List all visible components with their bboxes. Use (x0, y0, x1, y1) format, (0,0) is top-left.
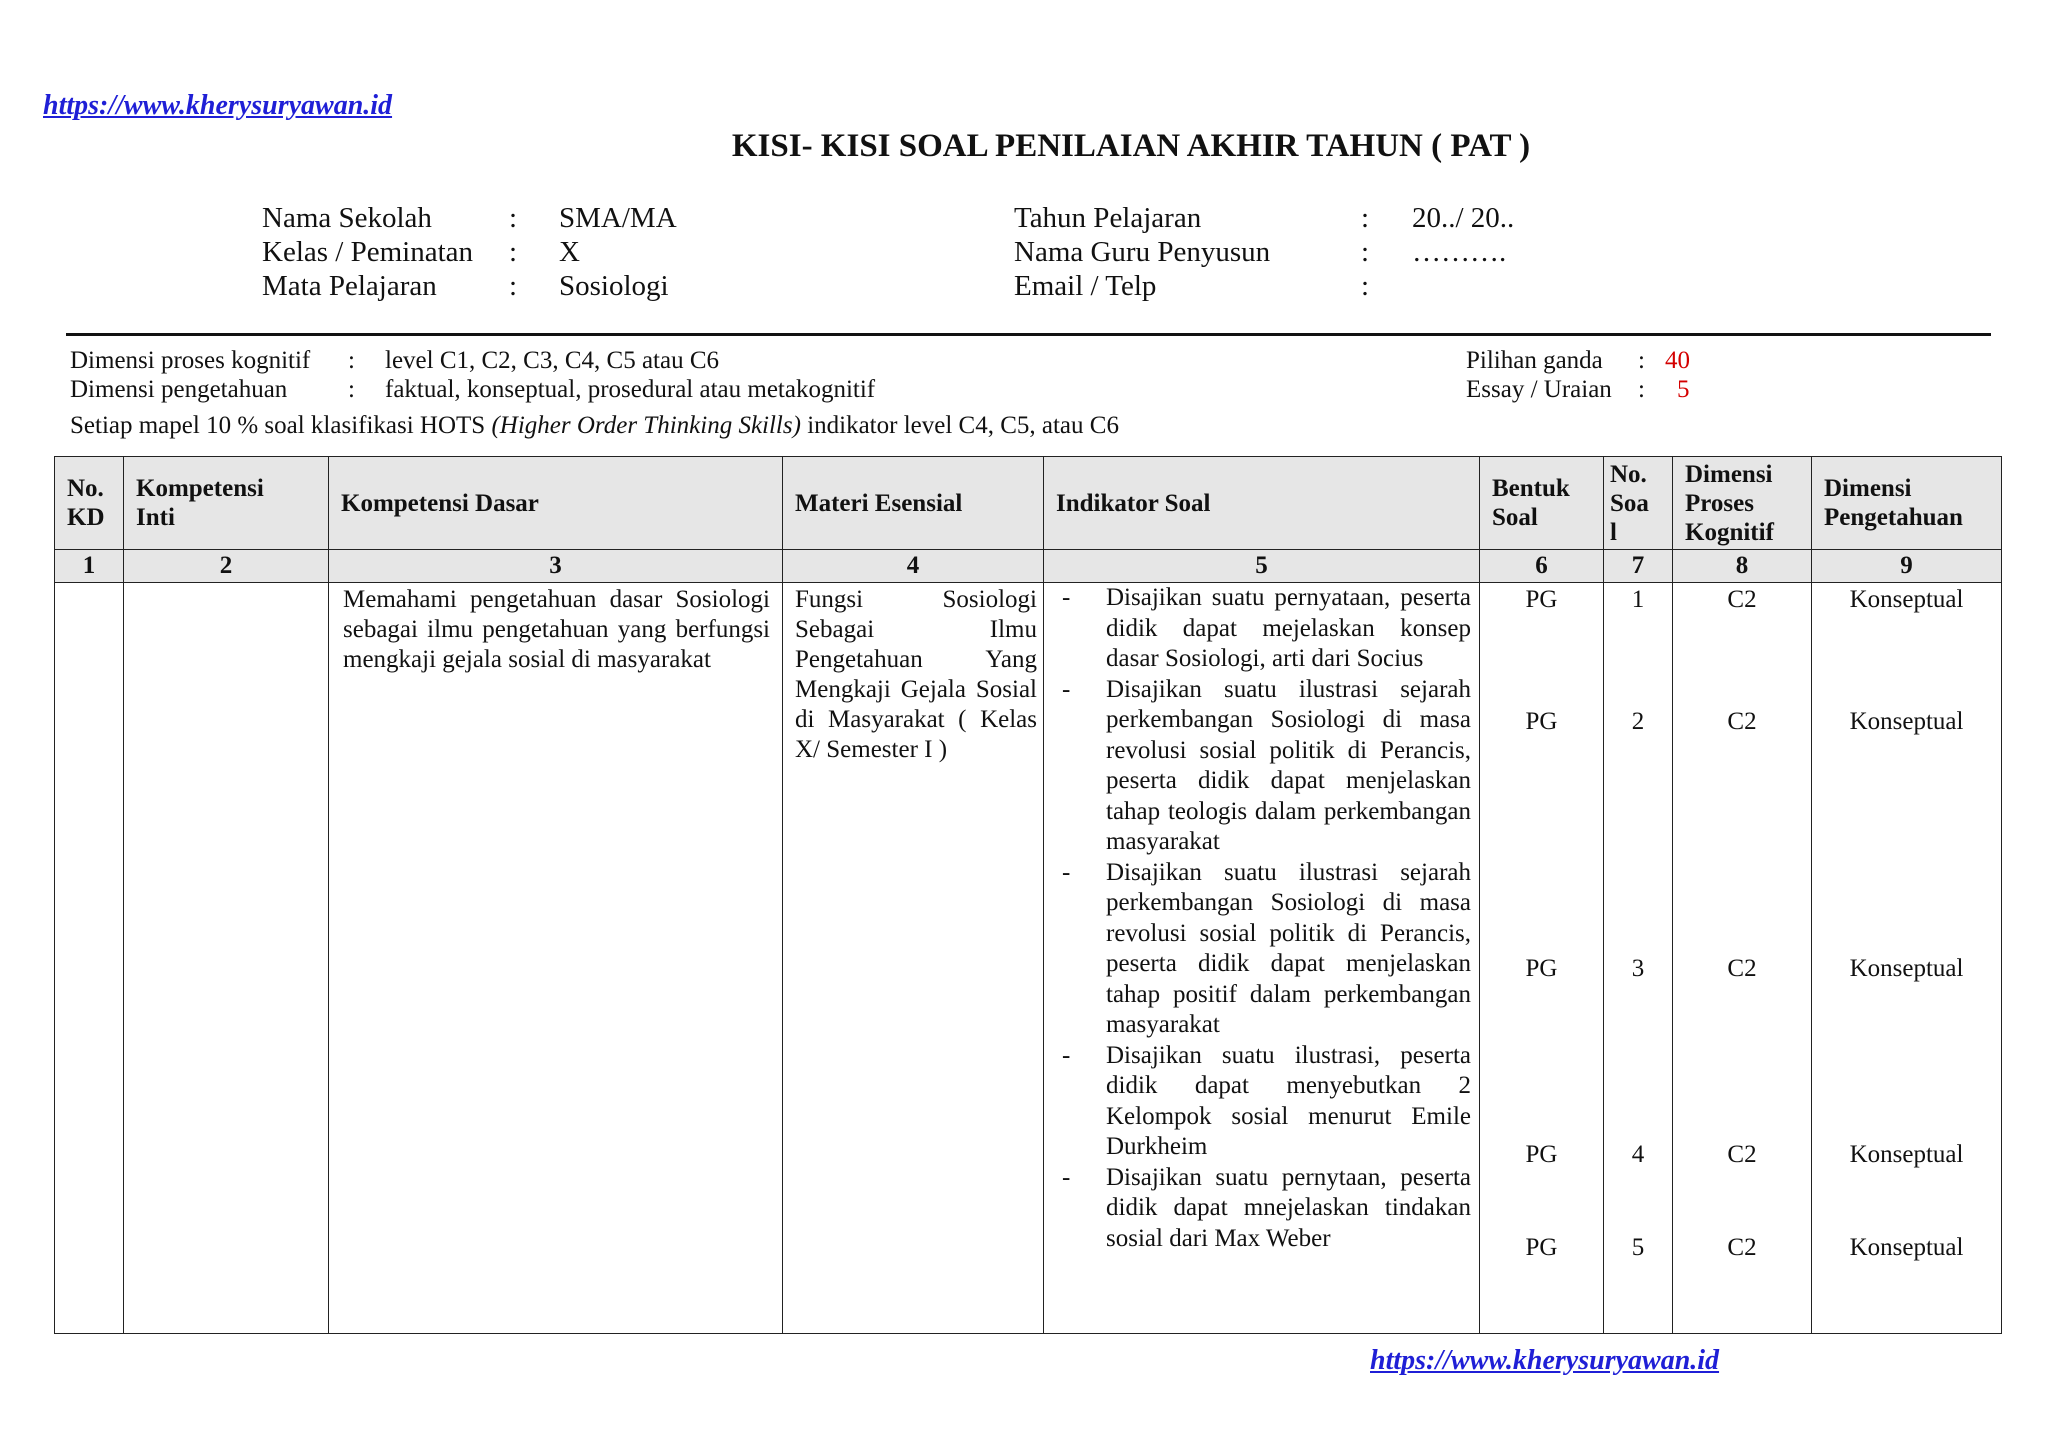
meta-label-pilihan-ganda: Pilihan ganda (1466, 347, 1603, 374)
pengetahuan-value: Konseptual (1849, 955, 1964, 982)
cell-kompetensi-inti (124, 583, 329, 1334)
header-kompetensi-dasar: Kompetensi Dasar (329, 457, 783, 550)
column-number: 1 (55, 550, 124, 583)
header-no-kd: No. KD (55, 457, 124, 550)
no-soal-value: 3 (1631, 955, 1645, 982)
header-kompetensi-inti: Kompetensi Inti (124, 457, 329, 550)
header-no-soal: No. Soa l (1604, 457, 1673, 550)
info-value-nama-guru: ………. (1412, 236, 1507, 268)
meta-sep: : (1638, 347, 1645, 374)
info-sep: : (1361, 202, 1370, 234)
info-label-mata-pelajaran: Mata Pelajaran (262, 270, 437, 302)
info-label-nama-sekolah: Nama Sekolah (262, 202, 432, 234)
pengetahuan-value: Konseptual (1849, 1234, 1964, 1261)
meta-value-dim-kognitif: level C1, C2, C3, C4, C5 atau C6 (385, 347, 720, 374)
info-sep: : (509, 202, 518, 234)
indikator-item: - Disajikan suatu pernyataan, peserta didik dapat mejelaskan konsep dasar Sosiologi, arti dari Socius (1062, 584, 1471, 672)
info-label-tahun-pelajaran: Tahun Pelajaran (1014, 202, 1202, 234)
no-soal-value: 4 (1631, 1141, 1645, 1168)
bentuk-soal-value: PG (1525, 708, 1558, 735)
column-number: 2 (124, 550, 329, 583)
top-website-link[interactable]: https://www.kherysuryawan.id (43, 90, 393, 121)
bentuk-soal-value: PG (1525, 586, 1558, 613)
table-row (55, 583, 2002, 1334)
bentuk-soal-value: PG (1525, 1234, 1558, 1261)
pengetahuan-value: Konseptual (1849, 586, 1964, 613)
header-bentuk-soal: Bentuk Soal (1480, 457, 1604, 550)
no-soal-value: 5 (1631, 1234, 1645, 1261)
pengetahuan-value: Konseptual (1849, 1141, 1964, 1168)
pengetahuan-value: Konseptual (1849, 708, 1964, 735)
header-materi-esensial: Materi Esensial (783, 457, 1044, 550)
column-number: 3 (329, 550, 783, 583)
info-label-nama-guru: Nama Guru Penyusun (1014, 236, 1271, 268)
meta-label-dim-pengetahuan: Dimensi pengetahuan (70, 376, 288, 403)
column-number: 8 (1673, 550, 1812, 583)
kognitif-value: C2 (1727, 955, 1757, 982)
meta-value-essay: 5 (1677, 376, 1690, 403)
info-sep: : (509, 236, 518, 268)
bentuk-soal-value: PG (1525, 955, 1558, 982)
cell-bentuk-soal (1480, 583, 1604, 1334)
header-indikator-soal: Indikator Soal (1044, 457, 1480, 550)
header-dimensi-pengetahuan: Dimensi Pengetahuan (1812, 457, 2002, 550)
info-label-kelas: Kelas / Peminatan (262, 236, 474, 268)
cell-no-soal (1604, 583, 1673, 1334)
table-header-row (55, 457, 2002, 550)
kisi-kisi-table (54, 456, 2002, 1334)
cell-indikator-soal (1044, 583, 1480, 1334)
header-divider (66, 333, 1991, 336)
meta-sep: : (348, 376, 355, 403)
indikator-item: - Disajikan suatu pernytaan, peserta didik dapat mnejelaskan tindakan sosial dari Max Weber (1062, 1163, 1471, 1252)
cell-no-kd (55, 583, 124, 1334)
info-label-email: Email / Telp (1014, 270, 1157, 302)
bottom-website-link[interactable]: https://www.kherysuryawan.id (1370, 1345, 1720, 1376)
meta-value-pilihan-ganda: 40 (1665, 347, 1690, 374)
info-value-kelas: X (559, 236, 580, 268)
column-number: 9 (1812, 550, 2002, 583)
cell-dimensi-proses-kognitif (1673, 583, 1812, 1334)
no-soal-value: 2 (1631, 708, 1645, 735)
cell-materi-esensial: Fungsi Sosiologi Sebagai Ilmu Pengetahuan Yang Mengkaji Gejala Sosial di Masyarakat ( Kelas X/ Semester I ) (783, 583, 1044, 1334)
column-number-row (55, 550, 2002, 583)
header-dimensi-proses-kognitif: Dimensi Proses Kognitif (1673, 457, 1812, 550)
info-value-mata-pelajaran: Sosiologi (559, 270, 669, 302)
info-sep: : (509, 270, 518, 302)
no-soal-value: 1 (1631, 586, 1645, 613)
cell-dimensi-pengetahuan (1812, 583, 2002, 1334)
hots-note: Setiap mapel 10 % soal klasifikasi HOTS (Higher Order Thinking Skills) indikator level C4, C5, atau C6 (70, 412, 1119, 439)
meta-value-dim-pengetahuan: faktual, konseptual, prosedural atau metakognitif (385, 376, 876, 403)
bentuk-soal-value: PG (1525, 1141, 1558, 1168)
info-sep: : (1361, 236, 1370, 268)
kognitif-value: C2 (1727, 1234, 1757, 1261)
info-sep: : (1361, 270, 1370, 302)
kognitif-value: C2 (1727, 1141, 1757, 1168)
indikator-item: - Disajikan suatu ilustrasi sejarah perkembangan Sosiologi di masa revolusi sosial politik di Perancis, peserta didik dapat menjelaskan tahap positif dalam perkembangan masyarakat (1062, 858, 1471, 1038)
meta-sep: : (348, 347, 355, 374)
column-number: 5 (1044, 550, 1480, 583)
meta-label-essay: Essay / Uraian (1466, 376, 1612, 403)
info-value-tahun-pelajaran: 20../ 20.. (1412, 202, 1515, 234)
column-number: 6 (1480, 550, 1604, 583)
cell-kompetensi-dasar: Memahami pengetahuan dasar Sosiologi sebagai ilmu pengetahuan yang berfungsi mengkaji gejala sosial di masyarakat (329, 583, 783, 1334)
info-value-nama-sekolah: SMA/MA (559, 202, 677, 234)
column-number: 4 (783, 550, 1044, 583)
kognitif-value: C2 (1727, 708, 1757, 735)
meta-sep: : (1638, 376, 1645, 403)
column-number: 7 (1604, 550, 1673, 583)
indikator-item: - Disajikan suatu ilustrasi, peserta didik dapat menyebutkan 2 Kelompok sosial menurut Emile Durkheim (1062, 1041, 1471, 1160)
indikator-item: - Disajikan suatu ilustrasi sejarah perkembangan Sosiologi di masa revolusi sosial politik di Perancis, peserta didik dapat menjelaskan tahap teologis dalam perkembangan masyarakat (1062, 675, 1471, 855)
document-title: KISI- KISI SOAL PENILAIAN AKHIR TAHUN ( PAT ) (731, 128, 1531, 164)
kognitif-value: C2 (1727, 586, 1757, 613)
meta-label-dim-kognitif: Dimensi proses kognitif (70, 347, 311, 374)
